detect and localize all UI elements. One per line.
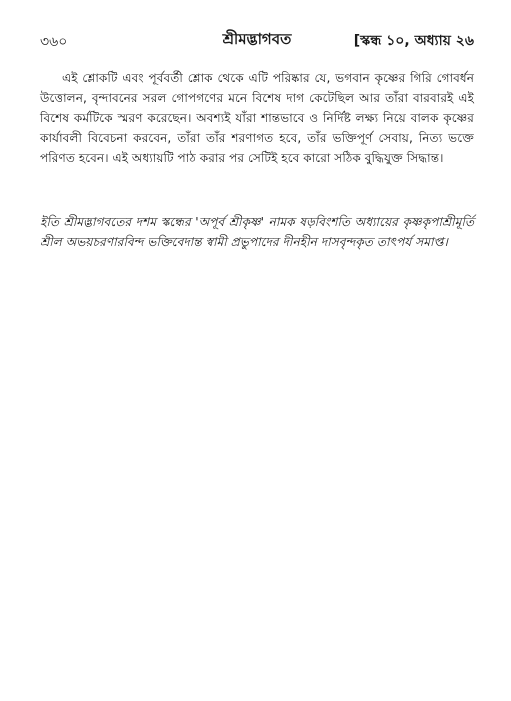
section-reference: [স্কন্ধ ১০, অধ্যায় ২৬ (353, 33, 474, 49)
purport-paragraph: এই শ্লোকটি এবং পূর্ববর্তী শ্লোক থেকে এটি পরিষ্কার যে, ভগবান কৃষ্ণের গিরি গোবর্ধন উত্তোলন, বৃন্দাবনের সরল গোপগণের মনে বিশেষ দাগ কেটেছিল আর তাঁরা বারবারই এই বিশেষ কর্মটিকে স্মরণ করেছেন। অবশ্যই যাঁরা শান্তভাবে ও নির্দিষ্ট লক্ষ্য নিয়ে বালক কৃষ্ণের কার্যাবলী বিবেচনা করবেন, তাঁরা তাঁর শরণাগত হবে, তাঁর ভক্তিপূর্ণ সেবায়, নিত্য ভক্তে পরিণত হবেন। এই অধ্যায়টি পাঠ করার পর সেটিই হবে কারো সঠিক বুদ্ধিযুক্ত সিদ্ধান্ত। (40, 71, 474, 165)
page-header (40, 28, 474, 52)
running-title: শ্রীমদ্ভাগবত (222, 30, 292, 48)
chapter-colophon: ইতি শ্রীমদ্ভাগবতের দশম স্কন্ধের 'অপূর্ব শ্রীকৃষ্ণ' নামক ষড়বিংশতি অধ্যায়ের কৃষ্ণকৃপাশ্রীমূর্তি শ্রীল অভয়চরণারবিন্দ ভক্তিবেদান্ত স্বামী প্রভুপাদের দীনহীন দাসবৃন্দকৃত তাৎপর্য সমাপ্ত। (40, 215, 474, 249)
page-number: ৩৬০ (40, 34, 68, 50)
